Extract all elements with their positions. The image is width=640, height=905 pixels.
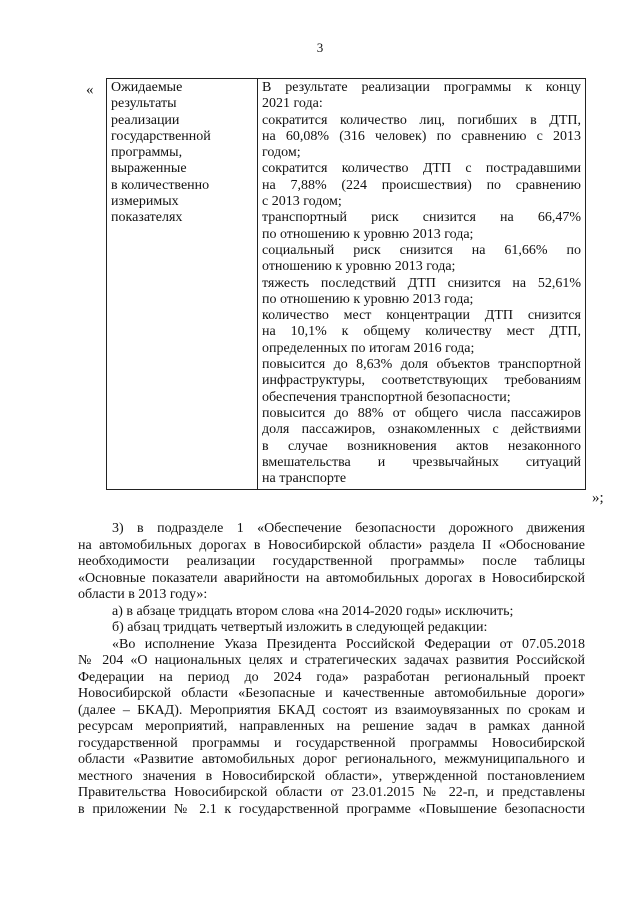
value-line: сократится количество ДТП с пострадавшими <box>262 161 581 177</box>
value-line: отношению к уровню 2013 года; <box>262 259 456 275</box>
value-line: в случае возникновения актов незаконного <box>262 438 581 454</box>
page-number: 3 <box>316 40 324 55</box>
label-line: выраженные <box>111 161 187 177</box>
value-line: сократится количество лиц, погибших в ДТП, <box>262 112 581 128</box>
value-line: повысится до 88% от общего числа пассажиров <box>262 405 581 421</box>
paragraph <box>78 620 585 637</box>
value-line: тяжесть последствий ДТП снизится на 52,61% <box>262 275 581 291</box>
value-line: на 10,1% к общему количеству мест ДТП, <box>262 324 581 340</box>
text-line: а) в абзаце тридцать втором слова «на 2014-2020 годы» исключить; <box>112 603 514 619</box>
value-line: транспортный риск снизится на 66,47% <box>262 210 581 226</box>
value-line: доля пассажиров, ознакомленных с действиями <box>262 422 581 438</box>
label-line: государственной <box>111 128 211 144</box>
label-line: в количественно <box>111 177 210 193</box>
value-line: по отношению к уровню 2013 года; <box>262 226 474 242</box>
label-line: Ожидаемые <box>111 80 183 95</box>
text-line: «Во исполнение Указа Президента Российской Федерации от 07.05.2018 <box>112 636 585 652</box>
paragraph <box>78 637 585 819</box>
text-line: на автомобильных дорогах в Новосибирской области» раздела II «Обоснование <box>78 537 585 553</box>
opening-quote-mark: « <box>86 82 94 98</box>
text-line: необходимости реализации государственной программы» после таблицы <box>78 554 585 569</box>
value-line: обеспечения транспортной безопасности; <box>262 389 511 405</box>
table-row <box>107 79 586 490</box>
value-line: количество мест концентрации ДТП снизится <box>262 308 581 324</box>
text-line: государственной программы и государственной программы Новосибирской <box>78 735 585 751</box>
value-line: В результате реализации программы к концу <box>262 80 581 95</box>
value-line: определенных по итогам 2016 года; <box>262 340 475 356</box>
closing-quote-mark: »; <box>592 490 604 506</box>
table-value-cell <box>258 79 586 490</box>
label-line: реализации <box>111 112 180 128</box>
value-line: социальный риск снизится на 61,66% по <box>262 242 581 258</box>
label-line: результаты <box>111 96 177 112</box>
value-line: годом; <box>262 145 301 161</box>
text-line: «Основные показатели аварийности на автомобильных дорогах в Новосибирской <box>78 570 585 586</box>
value-line: повысится до 8,63% доля объектов транспортной <box>262 357 581 373</box>
value-line: с 2013 годом; <box>262 194 342 210</box>
text-line: области в 2013 году»: <box>78 587 208 602</box>
text-line: б) абзац тридцать четвертый изложить в следующей редакции: <box>112 620 488 635</box>
document-body <box>78 521 585 818</box>
text-line: (далее – БКАД). Мероприятия БКАД состоят из взаимоувязанных по срокам и <box>78 702 585 718</box>
paragraph <box>78 521 585 604</box>
text-line: Федерации на период до 2024 года» разработан региональный проект <box>78 669 585 685</box>
paragraph <box>78 604 585 621</box>
value-line: инфраструктуры, соответствующих требованиям <box>262 373 581 389</box>
label-line: измеримых <box>111 194 179 210</box>
program-passport-table <box>106 78 586 490</box>
text-line: № 204 «О национальных целях и стратегических задачах развития Российской <box>78 653 585 668</box>
value-line: на 7,88% (224 происшествия) по сравнению <box>262 177 581 193</box>
value-line: по отношению к уровню 2013 года; <box>262 291 474 307</box>
text-line: Правительства Новосибирской области от 23.01.2015 № 22-п, и представлены <box>78 785 585 800</box>
label-line: показателях <box>111 210 183 226</box>
text-line: ресурсам мероприятий, направленных на решение задач в рамках данной <box>78 719 585 734</box>
text-line: области «Развитие автомобильных дорог регионального, межмуниципального и <box>78 752 585 767</box>
table-label-cell <box>107 79 258 490</box>
label-line: программы, <box>111 145 183 161</box>
text-line: Новосибирской области «Безопасные и качественные автомобильные дороги» <box>78 686 585 701</box>
value-line: вмешательства и чрезвычайных ситуаций <box>262 454 581 470</box>
value-line: 2021 года: <box>262 96 323 112</box>
value-line: на транспорте <box>262 471 347 487</box>
text-line: местного значения в Новосибирской области», утвержденной постановлением <box>78 768 585 784</box>
text-line: 3) в подразделе 1 «Обеспечение безопасности дорожного движения <box>112 521 585 536</box>
text-line: в приложении № 2.1 к государственной программе «Повышение безопасности <box>78 801 585 817</box>
value-line: на 60,08% (316 человек) по сравнению с 2013 <box>262 128 581 144</box>
